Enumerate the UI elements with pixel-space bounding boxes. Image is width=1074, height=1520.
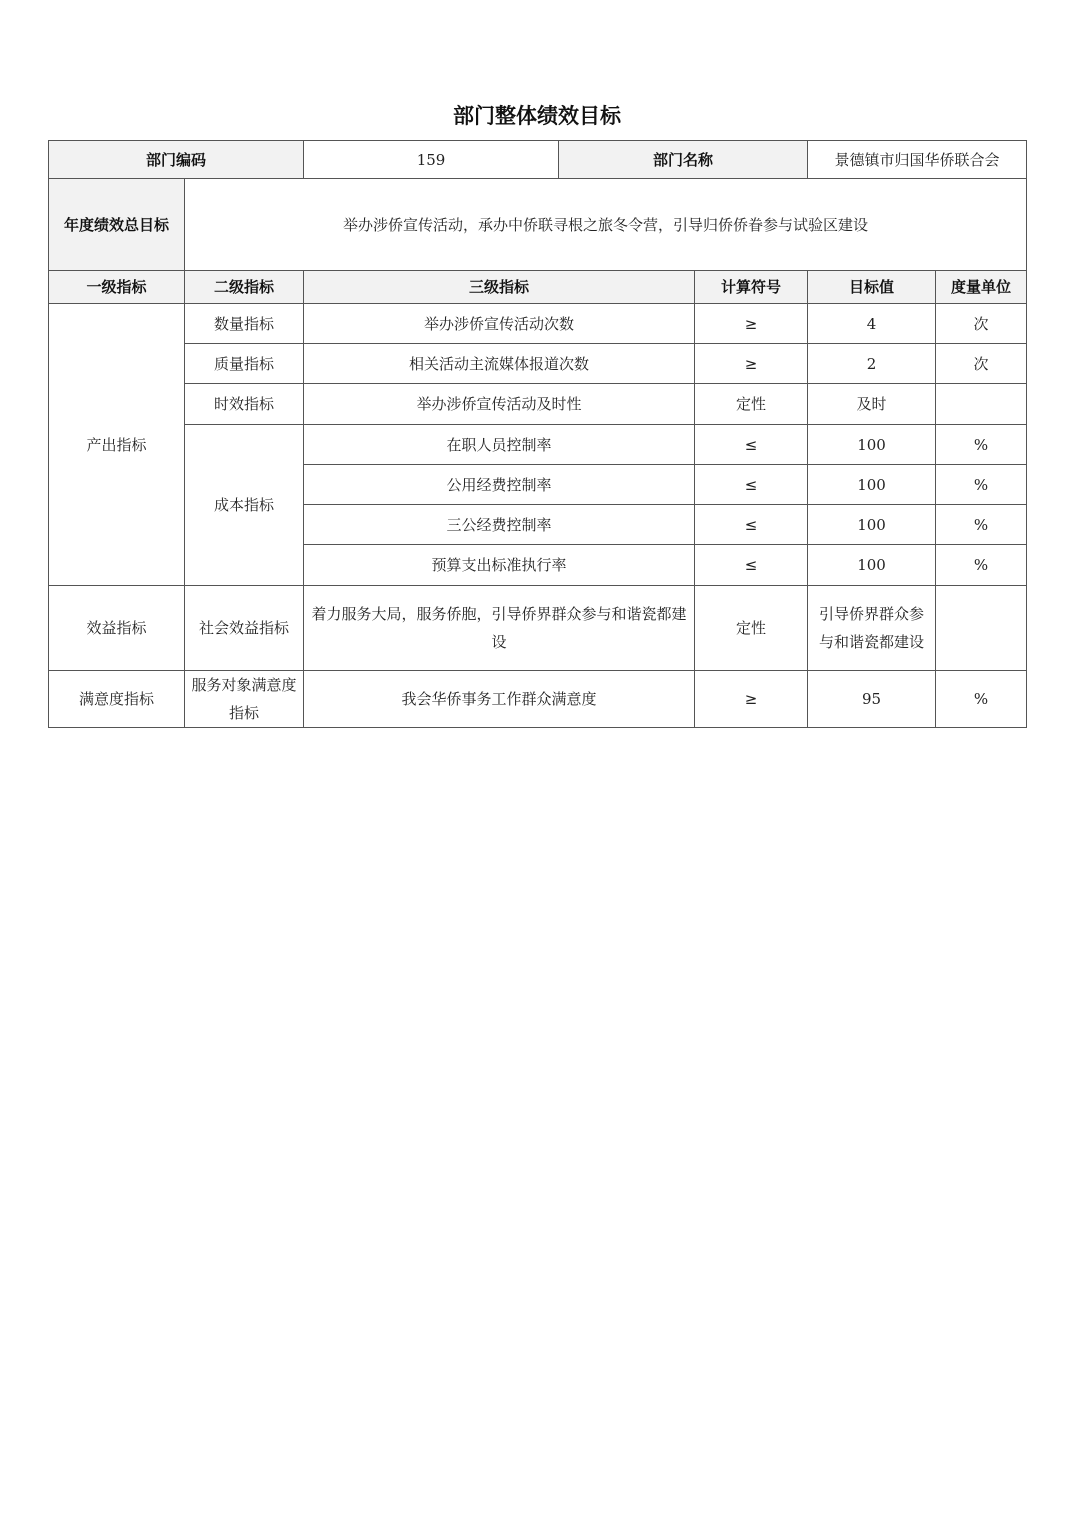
subgroup-cost: 成本指标 bbox=[185, 425, 304, 586]
header-target: 目标值 bbox=[808, 271, 936, 304]
header-row bbox=[49, 271, 1027, 304]
indicator-cell: 预算支出标准执行率 bbox=[304, 545, 695, 586]
table-row bbox=[49, 586, 1027, 671]
header-unit: 度量单位 bbox=[936, 271, 1027, 304]
symbol-cell: 定性 bbox=[695, 586, 808, 671]
dept-code-value: 159 bbox=[304, 141, 559, 179]
header-symbol: 计算符号 bbox=[695, 271, 808, 304]
target-cell: 95 bbox=[808, 671, 936, 728]
symbol-cell: ≤ bbox=[695, 465, 808, 505]
unit-cell: % bbox=[936, 505, 1027, 545]
subgroup-timeliness: 时效指标 bbox=[185, 384, 304, 425]
group-benefit: 效益指标 bbox=[49, 586, 185, 671]
group-satisfaction: 满意度指标 bbox=[49, 671, 185, 728]
unit-cell: % bbox=[936, 425, 1027, 465]
indicator-cell: 举办涉侨宣传活动次数 bbox=[304, 304, 695, 344]
symbol-cell: ≥ bbox=[695, 671, 808, 728]
header-level2: 二级指标 bbox=[185, 271, 304, 304]
subgroup-service: 服务对象满意度指标 bbox=[185, 671, 304, 728]
unit-cell: 次 bbox=[936, 344, 1027, 384]
unit-cell: % bbox=[936, 545, 1027, 586]
indicator-cell: 我会华侨事务工作群众满意度 bbox=[304, 671, 695, 728]
symbol-cell: ≥ bbox=[695, 344, 808, 384]
target-cell: 100 bbox=[808, 425, 936, 465]
header-level3: 三级指标 bbox=[304, 271, 695, 304]
symbol-cell: 定性 bbox=[695, 384, 808, 425]
unit-cell bbox=[936, 384, 1027, 425]
subgroup-quantity: 数量指标 bbox=[185, 304, 304, 344]
target-cell: 100 bbox=[808, 505, 936, 545]
indicator-cell: 举办涉侨宣传活动及时性 bbox=[304, 384, 695, 425]
table-row bbox=[49, 304, 1027, 344]
table-row bbox=[49, 671, 1027, 728]
dept-name-value: 景德镇市归国华侨联合会 bbox=[808, 141, 1027, 179]
unit-cell: % bbox=[936, 671, 1027, 728]
symbol-cell: ≤ bbox=[695, 505, 808, 545]
symbol-cell: ≥ bbox=[695, 304, 808, 344]
unit-cell: % bbox=[936, 465, 1027, 505]
dept-code-label: 部门编码 bbox=[49, 141, 304, 179]
indicator-cell: 着力服务大局，服务侨胞，引导侨界群众参与和谐瓷都建设 bbox=[304, 586, 695, 671]
unit-cell bbox=[936, 586, 1027, 671]
target-cell: 引导侨界群众参与和谐瓷都建设 bbox=[808, 586, 936, 671]
subgroup-social: 社会效益指标 bbox=[185, 586, 304, 671]
annual-goal-row bbox=[49, 179, 1027, 271]
table-row bbox=[49, 384, 1027, 425]
dept-info-row bbox=[49, 141, 1027, 179]
target-cell: 及时 bbox=[808, 384, 936, 425]
header-level1: 一级指标 bbox=[49, 271, 185, 304]
indicator-cell: 三公经费控制率 bbox=[304, 505, 695, 545]
annual-goal-label: 年度绩效总目标 bbox=[49, 179, 185, 271]
indicator-cell: 公用经费控制率 bbox=[304, 465, 695, 505]
table-row bbox=[49, 344, 1027, 384]
subgroup-quality: 质量指标 bbox=[185, 344, 304, 384]
symbol-cell: ≤ bbox=[695, 545, 808, 586]
document-title: 部门整体绩效目标 bbox=[453, 104, 621, 128]
target-cell: 2 bbox=[808, 344, 936, 384]
target-cell: 4 bbox=[808, 304, 936, 344]
target-cell: 100 bbox=[808, 465, 936, 505]
dept-name-label: 部门名称 bbox=[559, 141, 808, 179]
indicator-cell: 在职人员控制率 bbox=[304, 425, 695, 465]
table-row bbox=[49, 425, 1027, 465]
annual-goal-value: 举办涉侨宣传活动，承办中侨联寻根之旅冬令营，引导归侨侨眷参与试验区建设 bbox=[185, 179, 1027, 271]
symbol-cell: ≤ bbox=[695, 425, 808, 465]
performance-table bbox=[48, 140, 1027, 728]
unit-cell: 次 bbox=[936, 304, 1027, 344]
target-cell: 100 bbox=[808, 545, 936, 586]
group-output: 产出指标 bbox=[49, 304, 185, 586]
indicator-cell: 相关活动主流媒体报道次数 bbox=[304, 344, 695, 384]
